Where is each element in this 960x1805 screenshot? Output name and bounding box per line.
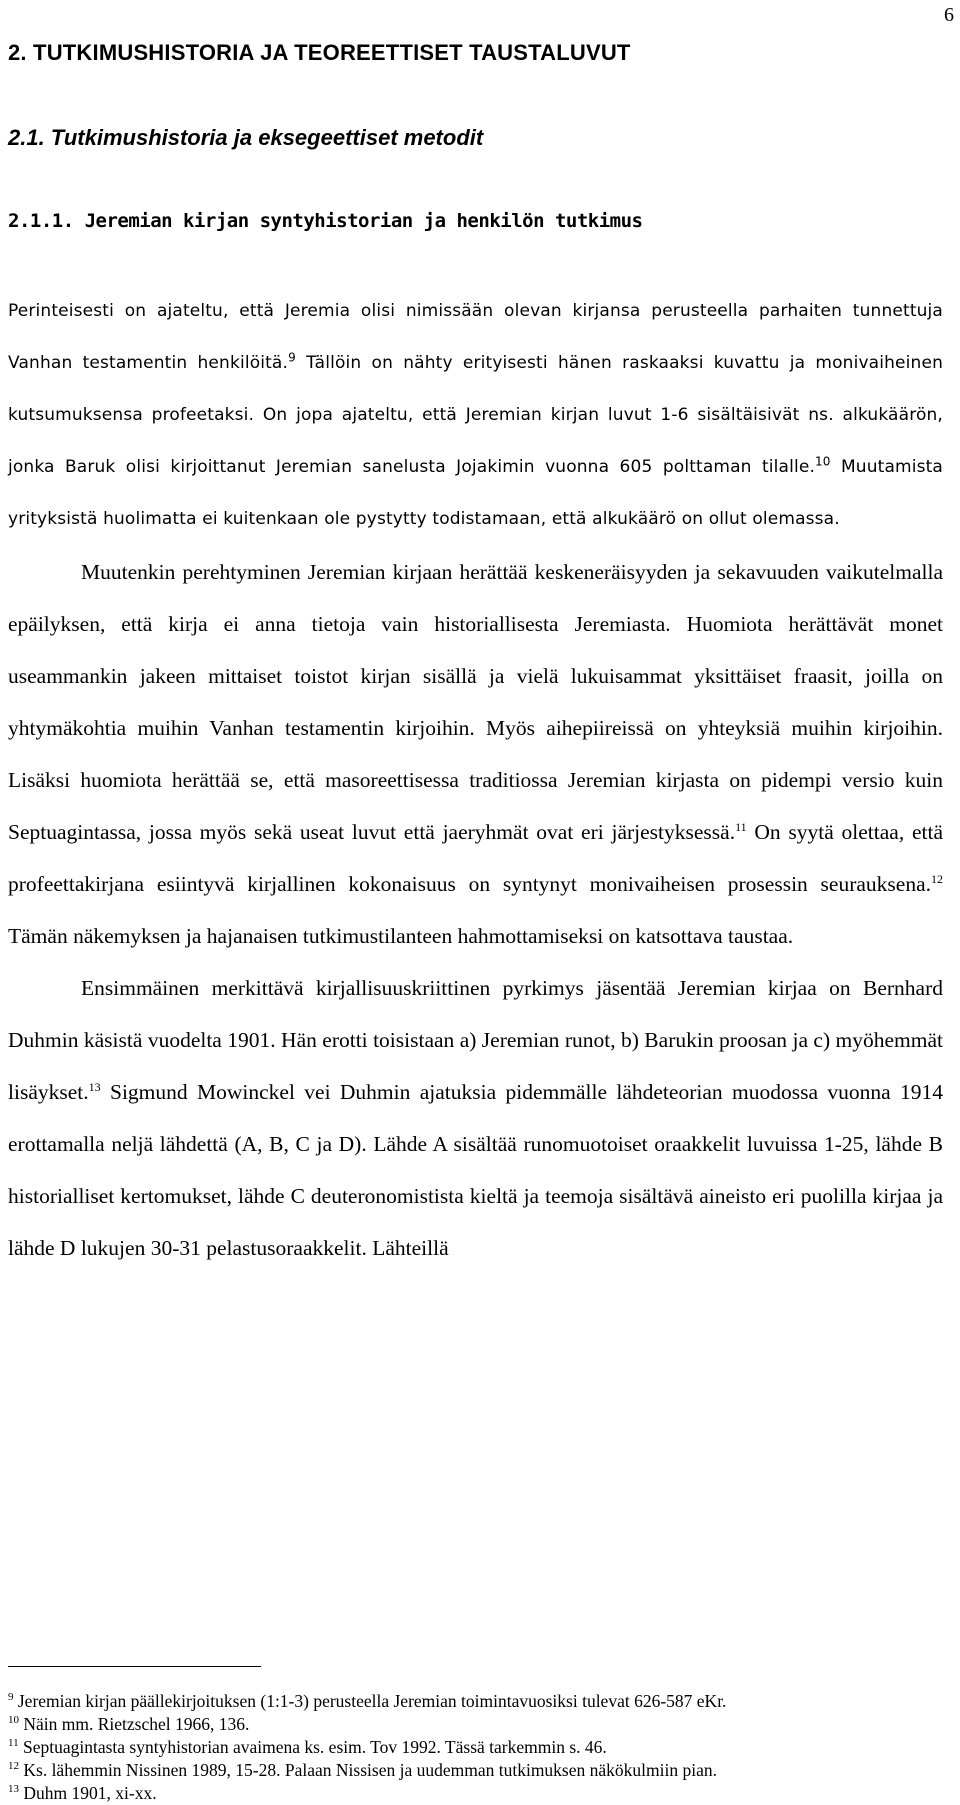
footnote-number: 9 [8,1691,14,1704]
p2-text-3: Tämän näkemyksen ja hajanaisen tutkimustilanteen hahmottamiseksi on katsottava taustaa. [8,924,794,948]
body-block-2 [8,546,943,1274]
p1-text-1: Perinteisesti on ajateltu, että Jeremia olisi nimissään olevan kirjansa perusteella parhaiten tunnettuja Vanhan testamentin henkilöitä. [8,301,943,373]
p2-text-2: On syytä olettaa, että profeettakirjana esiintyvä kirjallinen kokonaisuus on syntynyt monivaiheisen prosessin seurauksena. [8,820,943,896]
footnote [8,1736,938,1759]
paragraph-2 [8,546,943,962]
footnote-ref: 10 [815,454,831,469]
footnote [8,1759,938,1782]
p3-text-1: Ensimmäinen merkittävä kirjallisuuskriittinen pyrkimys jäsentää Jeremian kirjaa on Bernhard Duhmin käsistä vuodelta 1901. Hän erotti toisistaan a) Jeremian runot, b) Barukin proosan ja c) myöhemmät lisäykset. [8,976,943,1104]
paragraph-1 [8,233,943,545]
footnote [8,1782,938,1805]
footnote-number: 11 [8,1737,19,1750]
chapter-heading: 2. TUTKIMUSHISTORIA JA TEOREETTISET TAUSTALUVUT [8,40,631,65]
footnote-number: 10 [8,1714,19,1727]
p2-text-1: Muutenkin perehtyminen Jeremian kirjaan herättää keskeneräisyyden ja sekavuuden vaikutelmalla epäilyksen, että kirja ei anna tietoja vain historiallisesta Jeremiasta. Huomiota herättävät monet useammankin jakeen mittaiset toistot kirjan sisällä ja vielä lukuisammat yksittäiset fraasit, joilla on yhtymäkohtia muihin Vanhan testamentin kirjoihin. Myös aihepiireissä on yhteyksiä muihin kirjoihin. Lisäksi huomiota herättää se, että masoreettisessa traditiossa Jeremian kirjasta on pidempi versio kuin Septuagintassa, jossa myös sekä useat luvut että jaeryhmät ovat eri järjestyksessä. [8,560,943,844]
p1-text-2: Tällöin on nähty erityisesti hänen raskaaksi kuvattu ja monivaiheinen kutsumuksensa profeetaksi. On jopa ajateltu, että Jeremian kirjan luvut 1-6 sisältäisivät ns. alkukäärön, jonka Baruk olisi kirjoittanut Jeremian sanelusta Jojakimin vuonna 605 polttaman tilalle. [8,353,943,477]
footnote-ref: 9 [288,350,296,365]
body-block-1 [8,233,943,545]
footnote-text: Näin mm. Rietzschel 1966, 136. [19,1714,250,1734]
footnote [8,1690,938,1713]
paragraph-3 [8,962,943,1274]
footnote-number: 12 [8,1760,19,1773]
footnote-number: 13 [8,1783,19,1796]
page-number: 6 [944,4,954,26]
footnote [8,1713,938,1736]
footnote-ref: 11 [735,819,747,834]
footnote-separator [8,1666,261,1667]
footnote-ref: 12 [931,871,943,886]
footnote-text: Duhm 1901, xi-xx. [19,1783,157,1803]
footnote-ref: 13 [88,1079,101,1094]
p1-text-3: Muutamista yrityksistä huolimatta ei kuitenkaan ole pystytty todistamaan, että alkukäärö on ollut olemassa. [8,457,943,529]
footnote-text: Jeremian kirjan päällekirjoituksen (1:1-3) perusteella Jeremian toimintavuosiksi tulevat 626-587 eKr. [13,1691,727,1711]
section-heading: 2.1. Tutkimushistoria ja eksegeettiset metodit [8,125,484,150]
p3-text-2: Sigmund Mowinckel vei Duhmin ajatuksia pidemmälle lähdeteorian muodossa vuonna 1914 erottamalla neljä lähdettä (A, B, C ja D). Lähde A sisältää runomuotoiset oraakkelit luvuissa 1-25, lähde B historialliset kertomukset, lähde C deuteronomistista kieltä ja teemoja sisältävä aineisto eri puolilla kirjaa ja lähde D lukujen 30-31 pelastusoraakkelit. Lähteillä [8,1080,943,1260]
footnotes [8,1690,938,1805]
footnote-text: Septuagintasta syntyhistorian avaimena ks. esim. Tov 1992. Tässä tarkemmin s. 46. [18,1737,607,1757]
footnote-text: Ks. lähemmin Nissinen 1989, 15-28. Palaan Nissisen ja uudemman tutkimuksen näkökulmiin pian. [19,1760,717,1780]
subsection-heading: 2.1.1. Jeremian kirjan syntyhistorian ja henkilön tutkimus [8,210,643,232]
